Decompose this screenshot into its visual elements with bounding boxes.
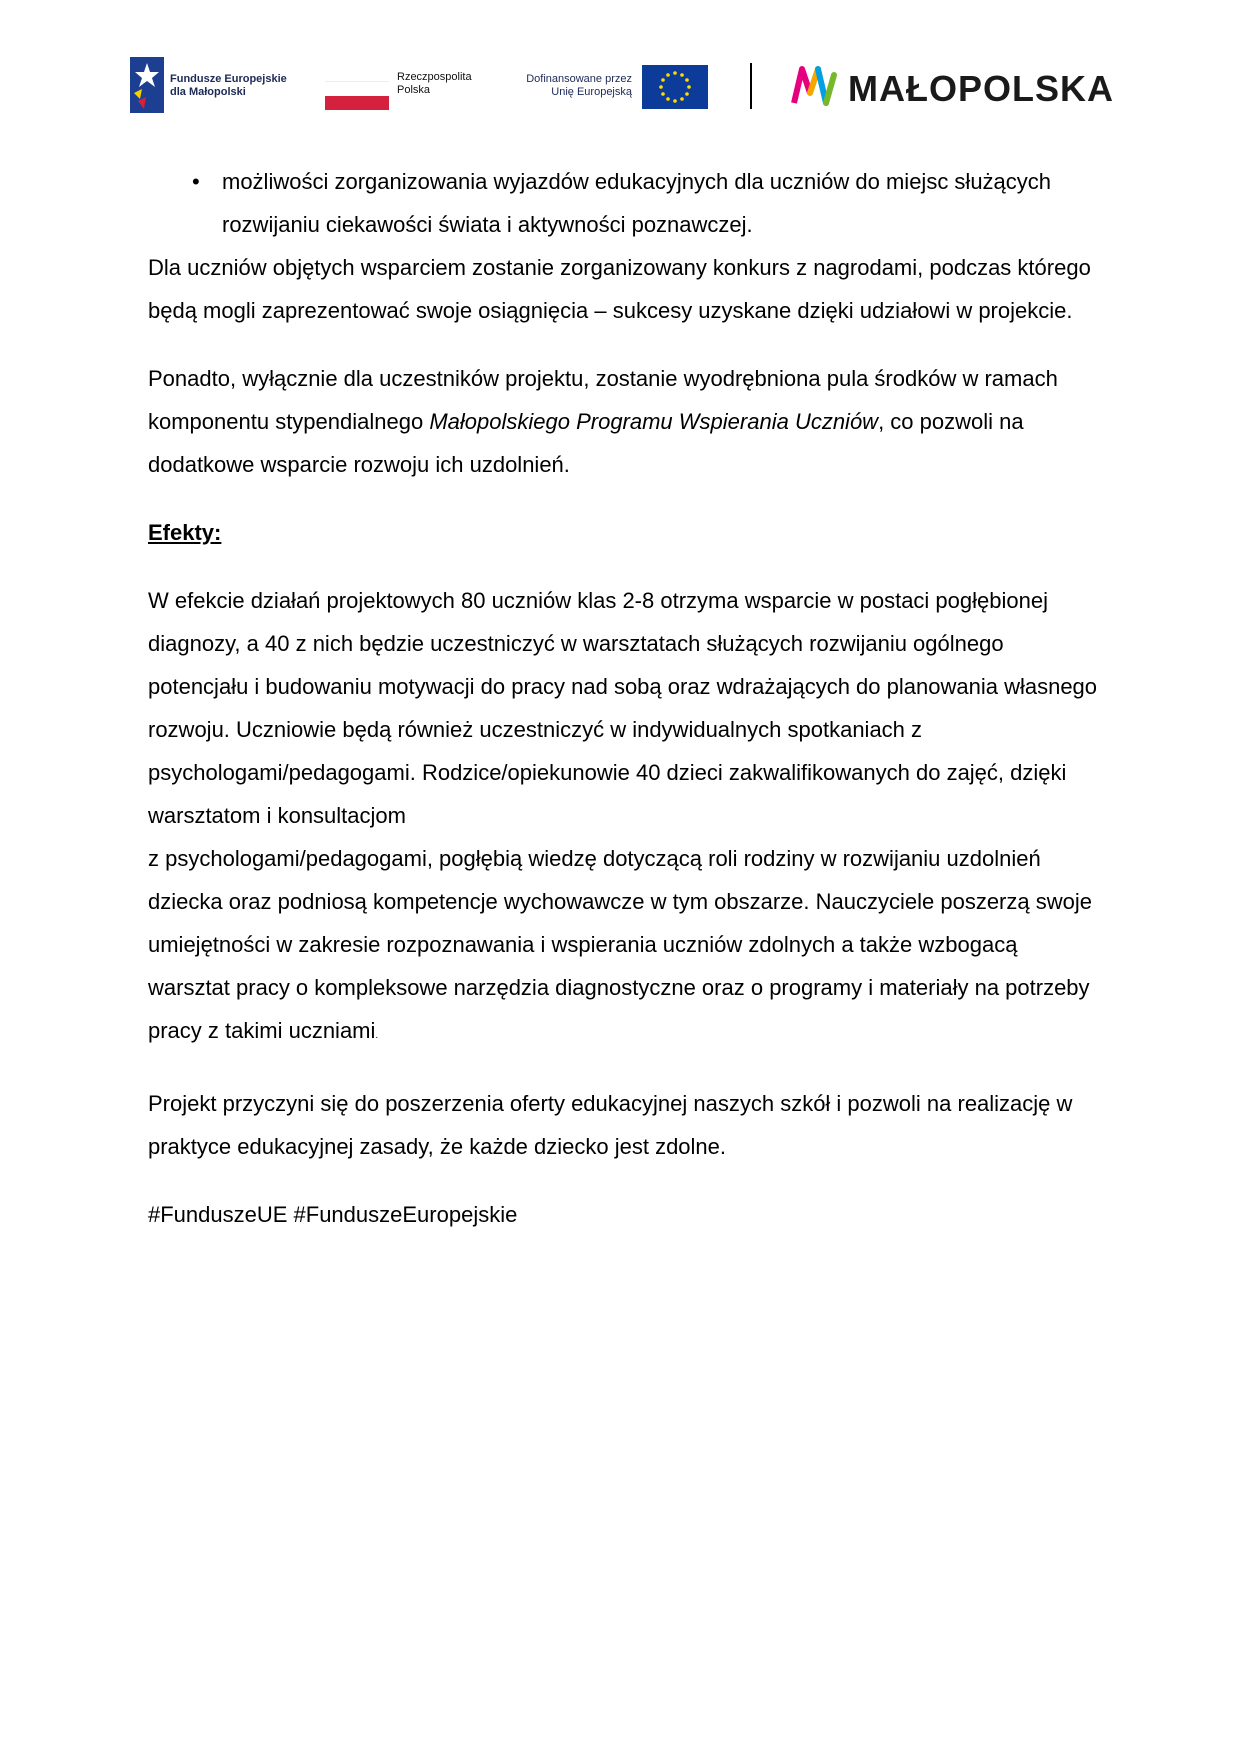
paragraph-effects-part2-text: z psychologami/pedagogami, pogłębią wiedzę dotyczącą roli rodziny w rozwijaniu uzdolnień dziecka oraz podniosą kompetencje wychowawcze w tym obszarze. Nauczyciele poszerzą swoje umiejętności w zakresie rozpoznawania i wspierania uczniów zdolnych a także wzbogacą warsztat pracy o kompleksowe narzędzia diagnostyczne oraz o programy i materiały na potrzeby pracy z takimi uczniami — [148, 846, 1092, 1043]
paragraph-competition: Dla uczniów objętych wsparciem zostanie zorganizowany konkurs z nagrodami, podczas którego będą mogli zaprezentować swoje osiągnięcia – sukcesy uzyskane dzięki udziałowi w projekcie. — [148, 255, 1091, 323]
section-heading-text: Efekty — [148, 520, 215, 545]
eu-cofinanced-logo — [512, 55, 712, 115]
paragraph-scholarship-text-start: Ponadto, wyłącznie dla uczestników projektu, zostanie wyodrębniona pula środków w ramach komponentu stypendialnego — [148, 366, 1058, 434]
polish-flag-icon — [325, 81, 389, 109]
hashtags: #FunduszeUE #FunduszeEuropejskie — [148, 1202, 518, 1227]
eu-flag-icon — [642, 65, 708, 109]
rp-logo-line1: Rzeczpospolita — [397, 71, 472, 83]
paragraph-effects-end: . — [375, 1030, 379, 1041]
fe-logo-line2: dla Małopolski — [170, 86, 246, 98]
paragraph-scholarship — [148, 357, 1098, 486]
malopolska-m-icon — [790, 63, 842, 107]
document-body — [148, 160, 1098, 1236]
list-item-text: możliwości zorganizowania wyjazdów edukacyjnych dla uczniów do miejsc służących rozwijaniu ciekawości świata i aktywności poznawczej. — [222, 169, 1052, 237]
logo-divider — [750, 63, 752, 109]
paragraph-conclusion: Projekt przyczyni się do poszerzenia oferty edukacyjnej naszych szkół i pozwoli na realizację w praktyce edukacyjnej zasady, że każde dziecko jest zdolne. — [148, 1091, 1073, 1159]
list-item — [148, 160, 1098, 246]
program-name: Małopolskiego Programu Wspierania Uczniów — [429, 409, 879, 434]
fundusze-europejskie-logo — [130, 55, 300, 115]
section-heading — [148, 511, 1098, 554]
bullet-icon: • — [192, 169, 200, 194]
rzeczpospolita-polska-logo — [325, 55, 505, 115]
eu-logo-line2: Unię Europejską — [551, 86, 632, 98]
rp-logo-line2: Polska — [397, 84, 431, 96]
fe-star-icon — [130, 57, 164, 113]
logo-bar — [130, 55, 1120, 115]
section-heading-colon: : — [214, 520, 222, 545]
paragraph-effects-part2 — [148, 837, 1098, 1057]
eu-logo-line1: Dofinansowane przez — [526, 73, 632, 85]
paragraph-effects-part1: W efekcie działań projektowych 80 uczniów klas 2-8 otrzyma wsparcie w postaci pogłębionej diagnozy, a 40 z nich będzie uczestniczyć w warsztatach służących rozwijaniu ogólnego potencjału i budowaniu motywacji do pracy nad sobą oraz wdrażających do planowania własnego rozwoju. Uczniowie będą również uczestniczyć w indywidualnych spotkaniach z psychologami/pedagogami. Rodzice/opiekunowie 40 dzieci zakwalifikowanych do zajęć, dzięki warsztatom i konsultacjom — [148, 588, 1098, 828]
fe-logo-line1: Fundusze Europejskie — [170, 73, 287, 85]
malopolska-wordmark: MAŁOPOLSKA — [848, 68, 1114, 109]
malopolska-logo — [790, 63, 1120, 113]
paragraph-scholarship-text-end: , co pozwoli na dodatkowe wsparcie rozwoju ich uzdolnień. — [148, 409, 1024, 477]
